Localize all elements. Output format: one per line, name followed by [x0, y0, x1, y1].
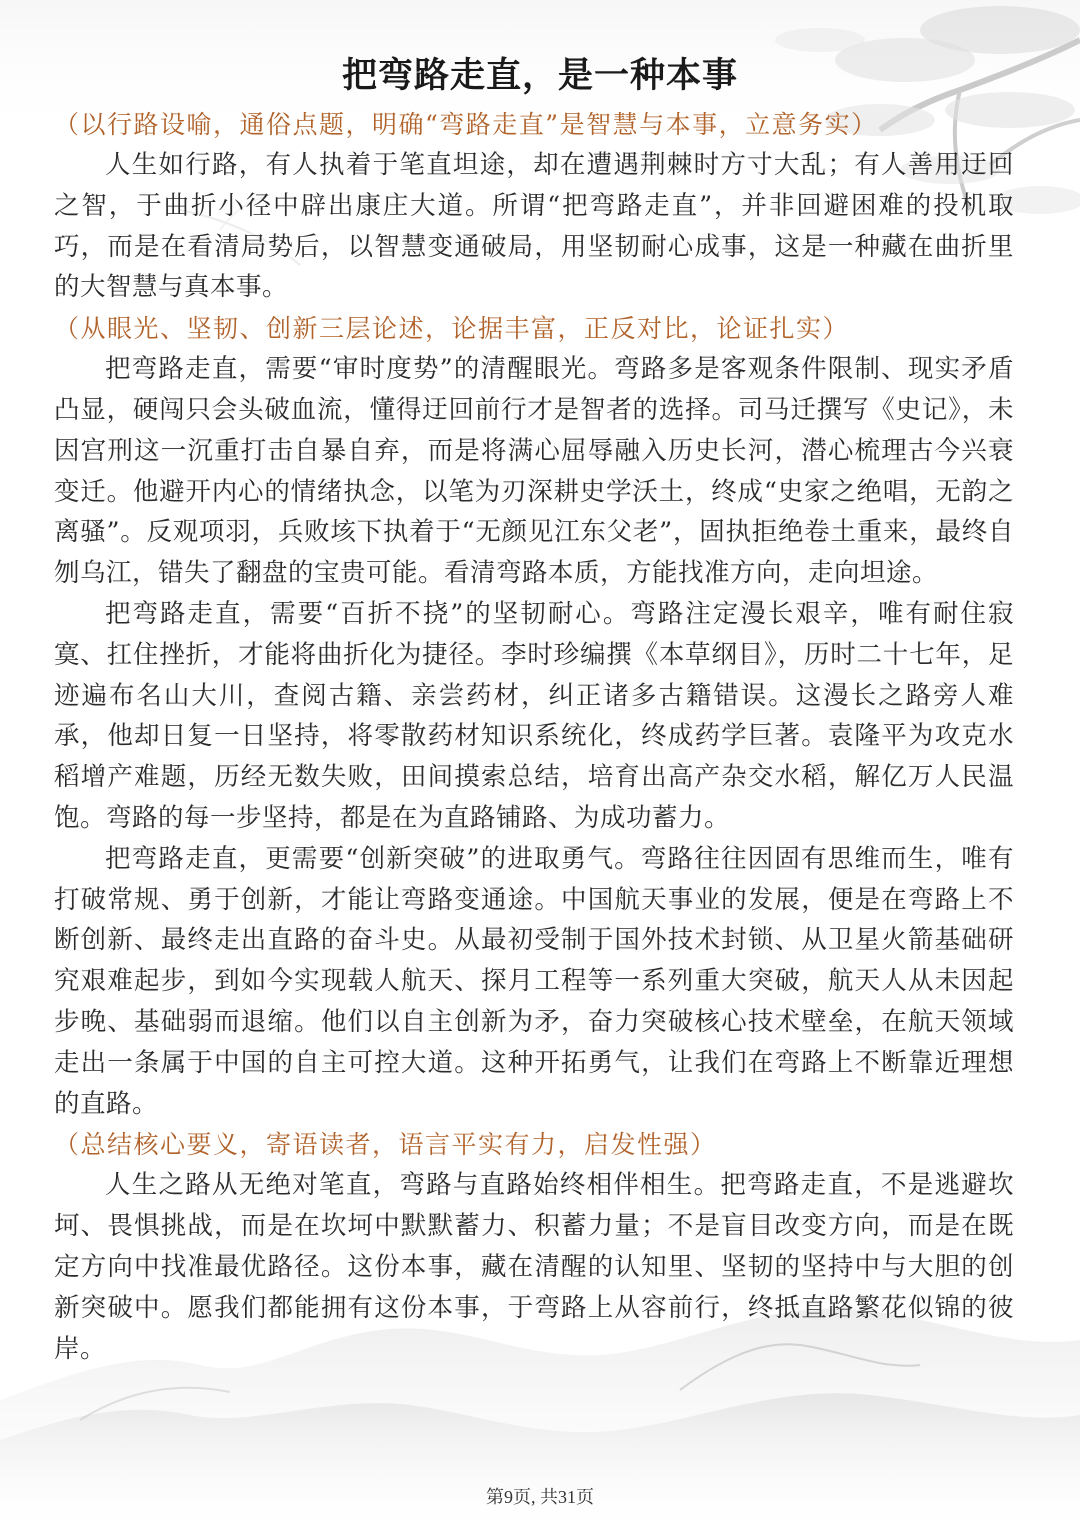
annotation-body: （从眼光、坚韧、创新三层论述，论据丰富，正反对比，论证扎实） [54, 314, 850, 344]
document-body [54, 104, 1014, 1369]
paragraph-perseverance: 把弯路走直，需要“百折不挠”的坚韧耐心。弯路注定漫长艰辛，唯有耐住寂寞、扛住挫折，才能将曲折化为捷径。李时珍编撰《本草纲目》，历时二十七年，足迹遍布名山大川，查阅古籍、亲尝药材，纠正诸多古籍错误。这漫长之路旁人难承，他却日复一日坚持，将零散药材知识系统化，终成药学巨著。袁隆平为攻克水稻增产难题，历经无数失败，田间摸索总结，培育出高产杂交水稻，解亿万人民温饱。弯路的每一步坚持，都是在为直路铺路、为成功蓄力。 [54, 598, 1014, 833]
paragraph-conclusion: 人生之路从无绝对笔直，弯路与直路始终相伴相生。把弯路走直，不是逃避坎坷、畏惧挑战，而是在坎坷中默默蓄力、积蓄力量；不是盲目改变方向，而是在既定方向中找准最优路径。这份本事，藏在清醒的认知里、坚韧的坚持中与大胆的创新突破中。愿我们都能拥有这份本事，于弯路上从容前行，终抵直路繁花似锦的彼岸。 [54, 1170, 1014, 1364]
document-title: 把弯路走直，是一种本事 [341, 55, 738, 96]
page-number: 第9页, 共31页 [486, 1487, 594, 1507]
paragraph-innovation: 把弯路走直，更需要“创新突破”的进取勇气。弯路往往因固有思维而生，唯有打破常规、勇于创新，才能让弯路变通途。中国航天事业的发展，便是在弯路上不断创新、最终走出直路的奋斗史。从最初受制于国外技术封锁、从卫星火箭基础研究艰难起步，到如今实现载人航天、探月工程等一系列重大突破，航天人从未因起步晚、基础弱而退缩。他们以自主创新为矛，奋力突破核心技术壁垒，在航天领域走出一条属于中国的自主可控大道。这种开拓勇气，让我们在弯路上不断靠近理想的直路。 [54, 843, 1014, 1119]
paragraph-vision: 把弯路走直，需要“审时度势”的清醒眼光。弯路多是客观条件限制、现实矛盾凸显，硬闯只会头破血流，懂得迂回前行才是智者的选择。司马迁撰写《史记》，未因宫刑这一沉重打击自暴自弃，而是将满心屈辱融入历史长河，潜心梳理古今兴衰变迁。他避开内心的情绪执念，以笔为刃深耕史学沃土，终成“史家之绝唱，无韵之离骚”。反观项羽，兵败垓下执着于“无颜见江东父老”，固执拒绝卷土重来，最终自刎乌江，错失了翻盘的宝贵可能。看清弯路本质，方能找准方向，走向坦途。 [54, 354, 1014, 589]
paragraph-intro: 人生如行路，有人执着于笔直坦途，却在遭遇荆棘时方寸大乱；有人善用迂回之智，于曲折小径中辟出康庄大道。所谓“把弯路走直”，并非回避困难的投机取巧，而是在看清局势后，以智慧变通破局，用坚韧耐心成事，这是一种藏在曲折里的大智慧与真本事。 [54, 150, 1014, 303]
annotation-conclusion: （总结核心要义，寄语读者，语言平实有力，启发性强） [54, 1130, 717, 1160]
annotation-intro: （以行路设喻，通俗点题，明确“弯路走直”是智慧与本事，立意务实） [54, 110, 878, 139]
